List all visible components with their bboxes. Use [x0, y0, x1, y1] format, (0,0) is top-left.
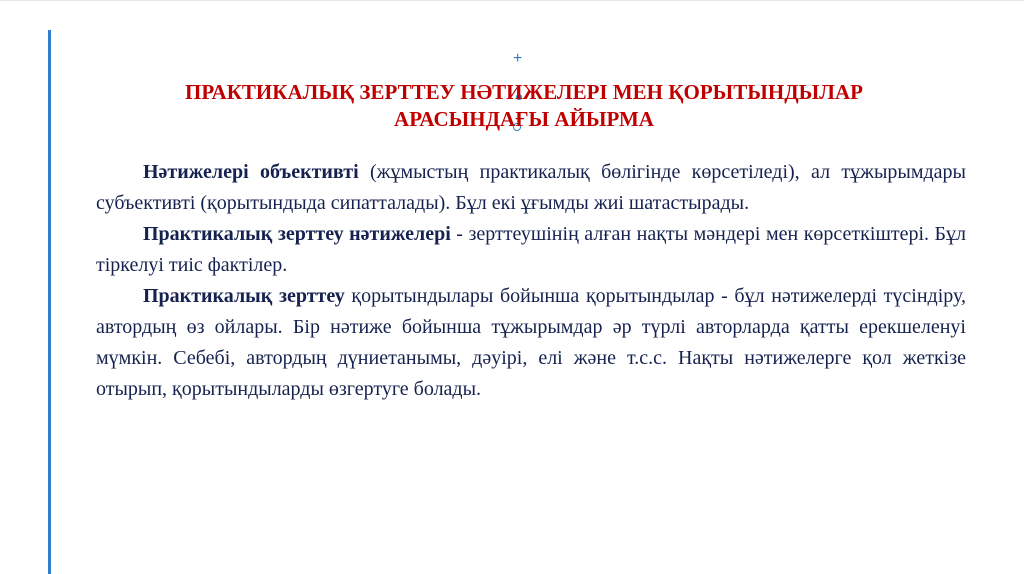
left-accent-bar [48, 30, 51, 574]
paragraph-lead: Практикалық зерттеу нәтижелері [143, 223, 451, 245]
paragraph-conclusions [96, 281, 966, 405]
title-line-1: ПРАКТИКАЛЫҚ ЗЕРТТЕУ НӘТИЖЕЛЕРІ МЕН ҚОРЫТЫНДЫЛАР [185, 80, 863, 104]
title-line-2: АРАСЫНДАҒЫ АЙЫРМА [394, 107, 654, 131]
slide-title [84, 79, 964, 133]
plus-icon: + [513, 50, 523, 67]
slide-body [96, 157, 966, 405]
paragraph-lead: Нәтижелері объективті [143, 161, 359, 183]
paragraph-lead: Практикалық зерттеу [143, 285, 345, 307]
paragraph-text: қорытындылары бойынша қорытындылар - бұл нәтижелерді түсіндіру, автордың өз ойлары. Бір нәтиже бойынша тұжырымдар әр түрлі авторларда қатты ерекшеленуі мүмкін. Себебі, автордың дүниетанымы, дәуірі, елі және т.с.с. Нақты нәтижелерге қол жеткізе отырып, қорытындыларды өзгертуге болады. [96, 285, 967, 400]
top-divider [0, 0, 1024, 1]
paragraph-objective-results [96, 157, 966, 219]
paragraph-text: - зерттеушінің алған нақты мәндері мен көрсеткіштері. Бұл тіркелуі тиіс фактілер. [96, 223, 966, 276]
paragraph-text: (жұмыстың практикалық бөлігінде көрсетіледі), ал тұжырымдары субъективті (қорытындыда сипатталады). Бұл екі ұғымды жиі шатастырады. [96, 161, 966, 214]
paragraph-research-results [96, 219, 966, 281]
